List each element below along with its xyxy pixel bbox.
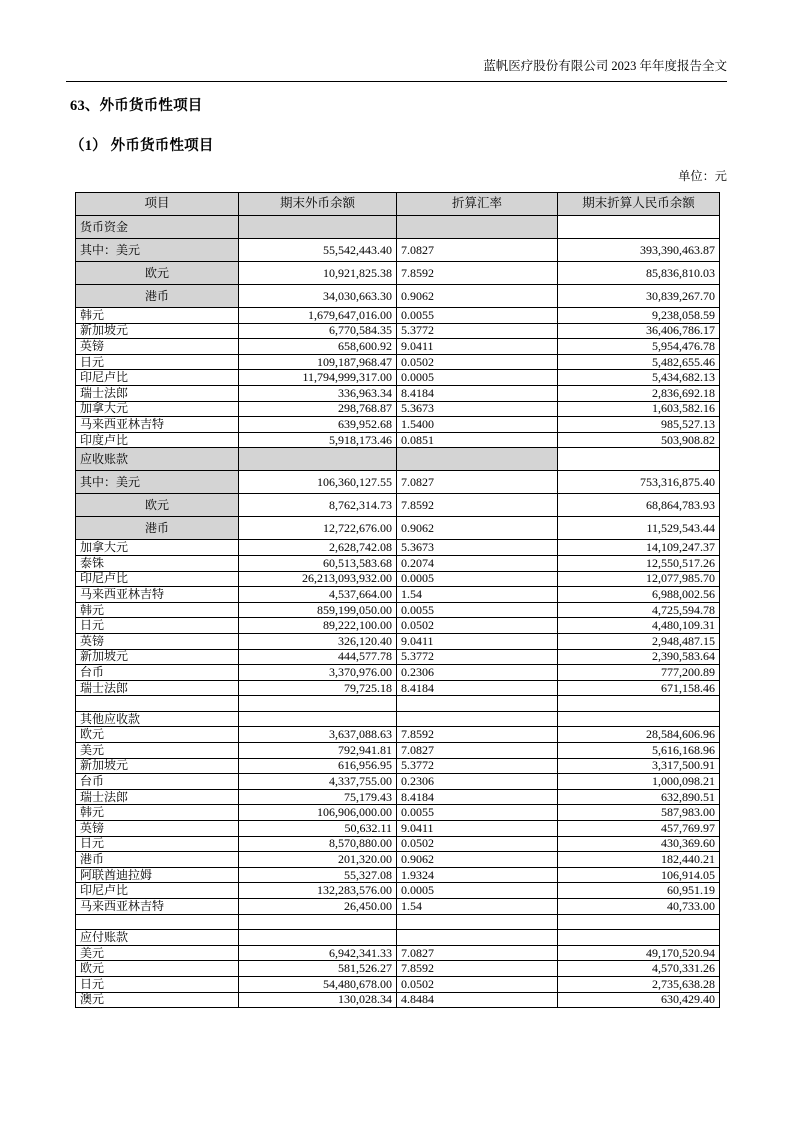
- cell-fx-balance: 12,722,676.00: [239, 517, 397, 540]
- table-row: [76, 339, 720, 355]
- cell-fx-balance: 6,770,584.35: [239, 323, 397, 339]
- cell-cny-balance: 5,434,682.13: [558, 370, 720, 386]
- table-body: [76, 216, 720, 1008]
- cell-cny-balance: 587,983.00: [558, 805, 720, 821]
- unit-note: 单位：元: [678, 169, 727, 183]
- cell-item-label: 港币: [76, 285, 239, 308]
- table-row: [76, 805, 720, 821]
- cell-cny-balance: 753,316,875.40: [558, 471, 720, 494]
- cell-cny-balance: 36,406,786.17: [558, 323, 720, 339]
- cell-fx-balance: 201,320.00: [239, 852, 397, 868]
- cell-item-label: 其中：美元: [76, 471, 239, 494]
- cell-fx-balance: [239, 696, 397, 712]
- table-row: [76, 323, 720, 339]
- cell-fx-balance: [239, 448, 397, 471]
- cell-fx-balance: 26,450.00: [239, 899, 397, 915]
- cell-fx-balance: 55,327.08: [239, 867, 397, 883]
- cell-cny-balance: [558, 914, 720, 930]
- table-row: [76, 945, 720, 961]
- cell-fx-balance: 792,941.81: [239, 743, 397, 759]
- cell-cny-balance: 60,951.19: [558, 883, 720, 899]
- cell-exchange-rate: 5.3673: [397, 540, 558, 556]
- cell-cny-balance: 4,480,109.31: [558, 618, 720, 634]
- page-title: 63、外币货币性项目: [70, 98, 203, 114]
- cell-item-label: 港币: [76, 852, 239, 868]
- table-row: [76, 587, 720, 603]
- table-row: [76, 758, 720, 774]
- cell-item-label: 台币: [76, 665, 239, 681]
- cell-fx-balance: 3,370,976.00: [239, 665, 397, 681]
- cell-fx-balance: 34,030,663.30: [239, 285, 397, 308]
- cell-exchange-rate: 7.8592: [397, 961, 558, 977]
- cell-exchange-rate: 7.8592: [397, 494, 558, 517]
- cell-cny-balance: 1,603,582.16: [558, 401, 720, 417]
- table-row: [76, 618, 720, 634]
- cell-cny-balance: 3,317,500.91: [558, 758, 720, 774]
- cell-exchange-rate: 0.0851: [397, 432, 558, 448]
- cell-fx-balance: 54,480,678.00: [239, 976, 397, 992]
- cell-cny-balance: 4,570,331.26: [558, 961, 720, 977]
- table-row: [76, 852, 720, 868]
- table-row: [76, 540, 720, 556]
- cell-cny-balance: 457,769.97: [558, 821, 720, 837]
- cell-item-label: 日元: [76, 836, 239, 852]
- cell-exchange-rate: [397, 930, 558, 946]
- cell-exchange-rate: 4.8484: [397, 992, 558, 1008]
- cell-exchange-rate: 9.0411: [397, 821, 558, 837]
- cell-exchange-rate: 0.2306: [397, 774, 558, 790]
- cell-cny-balance: 630,429.40: [558, 992, 720, 1008]
- cell-cny-balance: 2,836,692.18: [558, 385, 720, 401]
- cell-item-label: 货币资金: [76, 216, 239, 239]
- cell-fx-balance: 6,942,341.33: [239, 945, 397, 961]
- cell-item-label: 应收账款: [76, 448, 239, 471]
- cell-fx-balance: 106,906,000.00: [239, 805, 397, 821]
- table-row: [76, 665, 720, 681]
- table-row: [76, 517, 720, 540]
- cell-exchange-rate: 0.2306: [397, 665, 558, 681]
- cell-fx-balance: 60,513,583.68: [239, 555, 397, 571]
- cell-cny-balance: 6,988,002.56: [558, 587, 720, 603]
- cell-exchange-rate: 1.9324: [397, 867, 558, 883]
- cell-fx-balance: [239, 930, 397, 946]
- cell-cny-balance: 985,527.13: [558, 417, 720, 433]
- table-row: [76, 914, 720, 930]
- table-row: [76, 555, 720, 571]
- cell-cny-balance: 68,864,783.93: [558, 494, 720, 517]
- cell-item-label: 新加坡元: [76, 323, 239, 339]
- cell-exchange-rate: [397, 696, 558, 712]
- table-row: [76, 696, 720, 712]
- table-row: [76, 308, 720, 324]
- cell-item-label: 泰铢: [76, 555, 239, 571]
- table-row: [76, 821, 720, 837]
- cell-exchange-rate: 9.0411: [397, 633, 558, 649]
- table-row: [76, 571, 720, 587]
- cell-fx-balance: 3,637,088.63: [239, 727, 397, 743]
- cell-cny-balance: 30,839,267.70: [558, 285, 720, 308]
- cell-cny-balance: 2,948,487.15: [558, 633, 720, 649]
- cell-exchange-rate: 0.0502: [397, 354, 558, 370]
- cell-fx-balance: 2,628,742.08: [239, 540, 397, 556]
- cell-cny-balance: 28,584,606.96: [558, 727, 720, 743]
- table-row: [76, 976, 720, 992]
- table-row: [76, 448, 720, 471]
- table-row: [76, 867, 720, 883]
- table-row: [76, 370, 720, 386]
- cell-cny-balance: 182,440.21: [558, 852, 720, 868]
- cell-item-label: 其中：美元: [76, 239, 239, 262]
- cell-exchange-rate: 1.54: [397, 587, 558, 603]
- cell-item-label: 其他应收款: [76, 711, 239, 727]
- cell-cny-balance: 2,390,583.64: [558, 649, 720, 665]
- cell-exchange-rate: 0.0502: [397, 618, 558, 634]
- cell-exchange-rate: 7.0827: [397, 239, 558, 262]
- cell-exchange-rate: 0.0055: [397, 602, 558, 618]
- cell-fx-balance: 616,956.95: [239, 758, 397, 774]
- cell-cny-balance: 671,158.46: [558, 680, 720, 696]
- cell-fx-balance: 1,679,647,016.00: [239, 308, 397, 324]
- foreign-currency-items-table: [75, 192, 720, 1008]
- table-row: [76, 836, 720, 852]
- table-row: [76, 961, 720, 977]
- cell-fx-balance: 50,632.11: [239, 821, 397, 837]
- cell-cny-balance: [558, 711, 720, 727]
- cell-fx-balance: 106,360,127.55: [239, 471, 397, 494]
- cell-item-label: 印尼卢比: [76, 370, 239, 386]
- cell-cny-balance: 85,836,810.03: [558, 262, 720, 285]
- column-header-exchange-rate: 折算汇率: [397, 193, 558, 216]
- table-row: [76, 930, 720, 946]
- cell-cny-balance: [558, 216, 720, 239]
- cell-item-label: 英镑: [76, 633, 239, 649]
- cell-cny-balance: 11,529,543.44: [558, 517, 720, 540]
- table-row: [76, 743, 720, 759]
- cell-item-label: 英镑: [76, 339, 239, 355]
- cell-item-label: 美元: [76, 743, 239, 759]
- table-row: [76, 471, 720, 494]
- column-header-item: 项目: [76, 193, 239, 216]
- cell-item-label: 欧元: [76, 961, 239, 977]
- cell-item-label: 韩元: [76, 308, 239, 324]
- table-row: [76, 239, 720, 262]
- cell-item-label: 加拿大元: [76, 401, 239, 417]
- cell-cny-balance: [558, 696, 720, 712]
- table-row: [76, 602, 720, 618]
- cell-cny-balance: [558, 930, 720, 946]
- table-row: [76, 354, 720, 370]
- cell-cny-balance: 430,369.60: [558, 836, 720, 852]
- cell-exchange-rate: 5.3772: [397, 758, 558, 774]
- cell-exchange-rate: 8.4184: [397, 680, 558, 696]
- table-row: [76, 727, 720, 743]
- cell-fx-balance: 89,222,100.00: [239, 618, 397, 634]
- cell-cny-balance: 5,954,476.78: [558, 339, 720, 355]
- table-row: [76, 401, 720, 417]
- cell-fx-balance: 130,028.34: [239, 992, 397, 1008]
- cell-fx-balance: 639,952.68: [239, 417, 397, 433]
- table-row: [76, 899, 720, 915]
- cell-item-label: 韩元: [76, 805, 239, 821]
- cell-item-label: 马来西亚林吉特: [76, 417, 239, 433]
- cell-fx-balance: [239, 711, 397, 727]
- cell-cny-balance: 4,725,594.78: [558, 602, 720, 618]
- table-row: [76, 385, 720, 401]
- cell-item-label: 韩元: [76, 602, 239, 618]
- cell-exchange-rate: 9.0411: [397, 339, 558, 355]
- cell-cny-balance: 12,550,517.26: [558, 555, 720, 571]
- cell-fx-balance: 8,762,314.73: [239, 494, 397, 517]
- cell-cny-balance: [558, 448, 720, 471]
- cell-exchange-rate: 7.8592: [397, 727, 558, 743]
- cell-exchange-rate: 0.0055: [397, 308, 558, 324]
- cell-item-label: 新加坡元: [76, 649, 239, 665]
- cell-item-label: 马来西亚林吉特: [76, 899, 239, 915]
- table-row: [76, 774, 720, 790]
- cell-item-label: 日元: [76, 618, 239, 634]
- cell-item-label: 日元: [76, 354, 239, 370]
- cell-exchange-rate: 0.0055: [397, 805, 558, 821]
- cell-cny-balance: 2,735,638.28: [558, 976, 720, 992]
- cell-cny-balance: 12,077,985.70: [558, 571, 720, 587]
- cell-item-label: 加拿大元: [76, 540, 239, 556]
- cell-cny-balance: 14,109,247.37: [558, 540, 720, 556]
- table-row: [76, 649, 720, 665]
- cell-fx-balance: 8,570,880.00: [239, 836, 397, 852]
- cell-exchange-rate: 8.4184: [397, 789, 558, 805]
- cell-exchange-rate: 0.0502: [397, 976, 558, 992]
- cell-item-label: 英镑: [76, 821, 239, 837]
- column-header-cny-balance: 期末折算人民币余额: [558, 193, 720, 216]
- cell-cny-balance: 5,482,655.46: [558, 354, 720, 370]
- cell-exchange-rate: 7.0827: [397, 945, 558, 961]
- cell-cny-balance: 49,170,520.94: [558, 945, 720, 961]
- cell-exchange-rate: 7.0827: [397, 471, 558, 494]
- cell-cny-balance: 5,616,168.96: [558, 743, 720, 759]
- table-row: [76, 789, 720, 805]
- cell-exchange-rate: 7.0827: [397, 743, 558, 759]
- cell-cny-balance: 503,908.82: [558, 432, 720, 448]
- table-header-row: [76, 193, 720, 216]
- cell-fx-balance: 10,921,825.38: [239, 262, 397, 285]
- cell-exchange-rate: 0.0005: [397, 370, 558, 386]
- cell-fx-balance: 298,768.87: [239, 401, 397, 417]
- cell-exchange-rate: 5.3673: [397, 401, 558, 417]
- header-divider: [66, 81, 727, 82]
- cell-cny-balance: 393,390,463.87: [558, 239, 720, 262]
- running-header: 蓝帆医疗股份有限公司 2023 年年度报告全文: [483, 59, 727, 73]
- table-row: [76, 494, 720, 517]
- table-row: [76, 432, 720, 448]
- cell-exchange-rate: 5.3772: [397, 649, 558, 665]
- cell-item-label: 印度卢比: [76, 432, 239, 448]
- cell-fx-balance: 26,213,093,932.00: [239, 571, 397, 587]
- cell-fx-balance: 444,577.78: [239, 649, 397, 665]
- cell-exchange-rate: 0.9062: [397, 517, 558, 540]
- cell-item-label: 印尼卢比: [76, 883, 239, 899]
- cell-item-label: 美元: [76, 945, 239, 961]
- cell-exchange-rate: [397, 448, 558, 471]
- cell-exchange-rate: 0.9062: [397, 285, 558, 308]
- cell-item-label: 欧元: [76, 494, 239, 517]
- cell-fx-balance: 859,199,050.00: [239, 602, 397, 618]
- cell-item-label: 印尼卢比: [76, 571, 239, 587]
- cell-fx-balance: 55,542,443.40: [239, 239, 397, 262]
- cell-exchange-rate: 0.0005: [397, 571, 558, 587]
- cell-exchange-rate: 7.8592: [397, 262, 558, 285]
- table-row: [76, 711, 720, 727]
- cell-fx-balance: 79,725.18: [239, 680, 397, 696]
- cell-item-label: 新加坡元: [76, 758, 239, 774]
- cell-item-label: 瑞士法郎: [76, 789, 239, 805]
- cell-item-label: 瑞士法郎: [76, 680, 239, 696]
- cell-fx-balance: 5,918,173.46: [239, 432, 397, 448]
- cell-exchange-rate: 5.3772: [397, 323, 558, 339]
- cell-cny-balance: 632,890.51: [558, 789, 720, 805]
- cell-item-label: 欧元: [76, 262, 239, 285]
- cell-fx-balance: [239, 914, 397, 930]
- cell-exchange-rate: 0.9062: [397, 852, 558, 868]
- cell-item-label: 澳元: [76, 992, 239, 1008]
- subsection-title: （1） 外币货币性项目: [70, 138, 214, 154]
- cell-exchange-rate: 8.4184: [397, 385, 558, 401]
- cell-item-label: 日元: [76, 976, 239, 992]
- cell-exchange-rate: [397, 216, 558, 239]
- table-row: [76, 883, 720, 899]
- cell-item-label: 马来西亚林吉特: [76, 587, 239, 603]
- cell-exchange-rate: 0.2074: [397, 555, 558, 571]
- cell-exchange-rate: 1.54: [397, 899, 558, 915]
- cell-exchange-rate: 0.0502: [397, 836, 558, 852]
- cell-fx-balance: 658,600.92: [239, 339, 397, 355]
- cell-exchange-rate: 0.0005: [397, 883, 558, 899]
- cell-fx-balance: 326,120.40: [239, 633, 397, 649]
- table-row: [76, 633, 720, 649]
- cell-fx-balance: 75,179.43: [239, 789, 397, 805]
- cell-fx-balance: [239, 216, 397, 239]
- cell-fx-balance: 581,526.27: [239, 961, 397, 977]
- cell-item-label: 瑞士法郎: [76, 385, 239, 401]
- table-row: [76, 216, 720, 239]
- cell-fx-balance: 11,794,999,317.00: [239, 370, 397, 386]
- table-row: [76, 417, 720, 433]
- cell-cny-balance: 106,914.05: [558, 867, 720, 883]
- cell-fx-balance: 132,283,576.00: [239, 883, 397, 899]
- cell-exchange-rate: [397, 914, 558, 930]
- cell-exchange-rate: [397, 711, 558, 727]
- cell-fx-balance: 4,337,755.00: [239, 774, 397, 790]
- cell-item-label: 台币: [76, 774, 239, 790]
- cell-exchange-rate: 1.5400: [397, 417, 558, 433]
- table-row: [76, 285, 720, 308]
- cell-fx-balance: 4,537,664.00: [239, 587, 397, 603]
- table-row: [76, 680, 720, 696]
- cell-item-label: [76, 696, 239, 712]
- cell-item-label: 港币: [76, 517, 239, 540]
- cell-item-label: 阿联酋迪拉姆: [76, 867, 239, 883]
- cell-cny-balance: 777,200.89: [558, 665, 720, 681]
- cell-fx-balance: 109,187,968.47: [239, 354, 397, 370]
- cell-cny-balance: 1,000,098.21: [558, 774, 720, 790]
- foreign-currency-table-wrap: [75, 192, 719, 1008]
- table-row: [76, 992, 720, 1008]
- cell-fx-balance: 336,963.34: [239, 385, 397, 401]
- cell-cny-balance: 40,733.00: [558, 899, 720, 915]
- cell-item-label: 应付账款: [76, 930, 239, 946]
- cell-item-label: 欧元: [76, 727, 239, 743]
- cell-item-label: [76, 914, 239, 930]
- column-header-fx-balance: 期末外币余额: [239, 193, 397, 216]
- table-row: [76, 262, 720, 285]
- cell-cny-balance: 9,238,058.59: [558, 308, 720, 324]
